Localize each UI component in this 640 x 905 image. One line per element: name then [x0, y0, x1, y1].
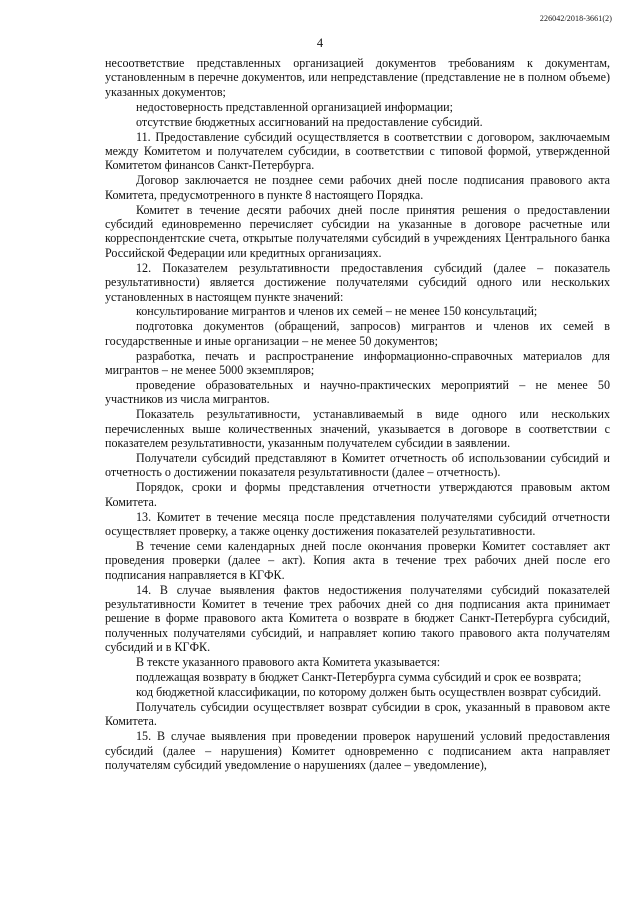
paragraph: Договор заключается не позднее семи рабочих дней после подписания правового акта Комитета, предусмотренного в пункте 8 настоящего Порядка. [105, 173, 610, 202]
paragraph: 14. В случае выявления фактов недостижения получателями субсидий показателей результативности Комитет в течение трех рабочих дней со дня подписания акта принимает решение в форме правового акта Комитета о возврате в бюджет Санкт-Петербурга субсидий, полученных получателями субсидий, и направляет копию такого правового акта получателям субсидий и в КГФК. [105, 582, 610, 655]
paragraph: подлежащая возврату в бюджет Санкт-Петербурга сумма субсидий и срок ее возврата; [136, 670, 582, 685]
document-registration-number: 226042/2018-3661(2) [539, 14, 612, 23]
paragraph: код бюджетной классификации, по которому должен быть осуществлен возврат субсидий. [136, 684, 602, 699]
paragraph: Получатель субсидии осуществляет возврат субсидии в срок, указанный в правовом акте Комитета. [105, 699, 610, 729]
paragraph: 11. Предоставление субсидий осуществляется в соответствии с договором, заключаемым между Комитетом и получателем субсидии, в соответствии с типовой формой, утвержденной Комитетом финансов Санкт-Петербурга. [105, 129, 610, 173]
paragraph: В тексте указанного правового акта Комитета указывается: [136, 655, 441, 670]
page-number: 4 [316, 36, 324, 50]
paragraph: Показатель результативности, устанавливаемый в виде одного или нескольких перечисленных выше количественных значений, указывается в договоре в соответствии с показателем результативности, указанным получателем субсидии в заявлении. [105, 407, 610, 451]
paragraph: 13. Комитет в течение месяца после представления получателями субсидий отчетности осуществляет проверку, а также оценку достижения показателей результативности. [105, 509, 610, 538]
paragraph: недостоверность представленной организацией информации; [136, 99, 454, 114]
paragraph: подготовка документов (обращений, запросов) мигрантов и членов их семей в государственные и иные организации – не менее 50 документов; [105, 319, 610, 348]
paragraph: Порядок, сроки и формы представления отчетности утверждаются правовым актом Комитета. [105, 480, 610, 509]
document-body [105, 56, 610, 773]
paragraph: несоответствие представленных организацией документов требованиям к документам, установленным в перечне документов, или непредставление (представление не в полном объеме) указанных документов; [105, 56, 610, 99]
paragraph: консультирование мигрантов и членов их семей – не менее 150 консультаций; [136, 304, 538, 319]
paragraph: проведение образовательных и научно-практических мероприятий – не менее 50 участников из числа мигрантов. [105, 377, 610, 407]
paragraph: В течение семи календарных дней после окончания проверки Комитет составляет акт проведения проверки (далее – акт). Копия акта в течение трех рабочих дней после его подписания направляется в КГФК. [105, 538, 610, 582]
paragraph: 12. Показателем результативности предоставления субсидий (далее – показатель результативности) является достижение получателями субсидий одного или нескольких установленных в настоящем пункте значений: [105, 260, 610, 304]
paragraph: Получатели субсидий представляют в Комитет отчетность об использовании субсидий и отчетность о достижении показателя результативности (далее – отчетность). [105, 450, 610, 480]
paragraph: 15. В случае выявления при проведении проверок нарушений условий предоставления субсидий (далее – нарушения) Комитет одновременно с подписанием акта направляет получателям субсидий уведомление о нарушениях (далее – уведомление), [105, 729, 610, 772]
paragraph: разработка, печать и распространение информационно-справочных материалов для мигрантов – не менее 5000 экземпляров; [105, 348, 610, 378]
paragraph: отсутствие бюджетных ассигнований на предоставление субсидий. [136, 114, 483, 129]
paragraph: Комитет в течение десяти рабочих дней после принятия решения о предоставлении субсидий единовременно перечисляет субсидии на указанные в договоре расчетные или корреспондентские счета, открытые получателями субсидий в учреждениях Центрального банка Российской Федерации или кредитных организациях. [105, 202, 610, 260]
